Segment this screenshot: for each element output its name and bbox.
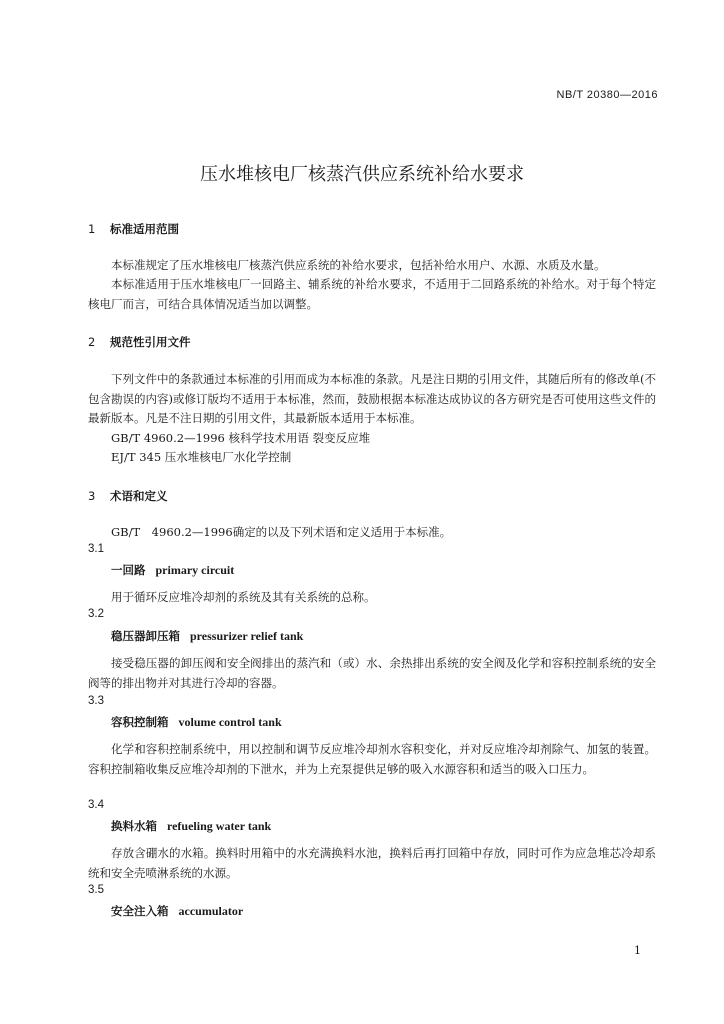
- term-heading: [111, 818, 271, 834]
- term-zh: 安全注入箱: [111, 904, 169, 918]
- section-number: 2: [88, 335, 96, 349]
- clause-number: 3.3: [88, 695, 104, 707]
- term-zh: 换料水箱: [111, 819, 157, 833]
- page-number: 1: [634, 944, 641, 957]
- term-zh: 一回路: [111, 563, 146, 577]
- term-en: refueling water tank: [167, 819, 272, 833]
- section-2-heading: [88, 334, 191, 350]
- clause-number: 3.2: [88, 608, 104, 620]
- section-title: 标准适用范围: [110, 222, 180, 236]
- term-zh: 容积控制箱: [111, 715, 169, 729]
- reference-item: EJ/T 345 压水堆核电厂水化学控制: [111, 450, 292, 464]
- paragraph: 本标准规定了压水堆核电厂核蒸汽供应系统的补给水要求，包括补给水用户、水源、水质及水量。: [111, 258, 606, 272]
- clause-number: 3.5: [88, 884, 104, 896]
- paragraph: 下列文件中的条款通过本标准的引用而成为本标准的条款。凡是注日期的引用文件，其随后所有的修改单(不包含勘误的内容)或修订版均不适用于本标准，然而，鼓励根据本标准达成协议的各方研究是否可使用这些文件的最新版本。凡是不注日期的引用文件，其最新版本适用于本标准。: [88, 372, 656, 425]
- section-title: 规范性引用文件: [110, 335, 191, 349]
- term-heading: [111, 628, 303, 644]
- clause-number: 3.1: [88, 543, 104, 555]
- term-heading: [111, 714, 282, 730]
- term-en: pressurizer relief tank: [190, 629, 304, 643]
- term-definition: 用于循环反应堆冷却剂的系统及其有关系统的总称。: [111, 590, 376, 604]
- standard-code: NB/T 20380—2016: [556, 89, 658, 101]
- section-number: 3: [88, 489, 96, 503]
- term-en: volume control tank: [178, 715, 282, 729]
- term-definition: 存放含硼水的水箱。换料时用箱中的水充满换料水池，换料后再打回箱中存放，同时可作为应急堆芯冷却系统和安全壳喷淋系统的水源。: [88, 846, 656, 880]
- term-zh: 稳压器卸压箱: [111, 629, 180, 643]
- paragraph: 本标准适用于压水堆核电厂一回路主、辅系统的补给水要求，不适用于二回路系统的补给水。对于每个特定核电厂而言，可结合具体情况适当加以调整。: [88, 277, 656, 311]
- term-en: accumulator: [178, 904, 244, 918]
- term-heading: [111, 562, 234, 578]
- term-heading: [111, 903, 243, 919]
- term-definition: 化学和容积控制系统中，用以控制和调节反应堆冷却剂水容积变化，并对反应堆冷却剂除气、加氢的装置。容积控制箱收集反应堆冷却剂的下泄水，并为上充泵提供足够的吸入水源容积和适当的吸入口压力。: [88, 742, 656, 776]
- reference-item: GB/T 4960.2—1996 核科学技术用语 裂变反应堆: [111, 431, 371, 445]
- term-definition: 接受稳压器的卸压阀和安全阀排出的蒸汽和（或）水、余热排出系统的安全阀及化学和容积控制系统的安全阀等的排出物并对其进行冷却的容器。: [88, 656, 656, 690]
- clause-number: 3.4: [88, 799, 104, 811]
- section-1-heading: [88, 221, 179, 237]
- section-title: 术语和定义: [110, 489, 168, 503]
- section-number: 1: [88, 222, 96, 236]
- section-3-heading: [88, 488, 168, 504]
- document-title: 压水堆核电厂核蒸汽供应系统补给水要求: [200, 164, 524, 185]
- term-en: primary circuit: [155, 563, 235, 577]
- section-intro: GB/T 4960.2—1996确定的以及下列术语和定义适用于本标准。: [111, 525, 452, 539]
